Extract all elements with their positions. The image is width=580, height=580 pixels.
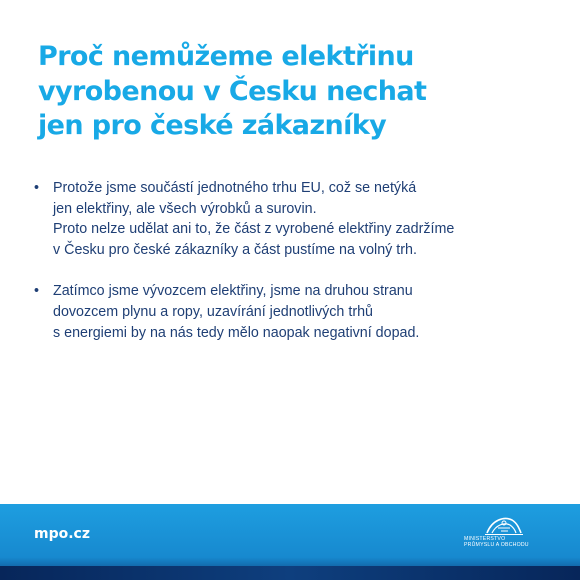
bullet-list — [34, 178, 554, 364]
bullet-text-line: jen elektřiny, ale všech výrobků a surovin. — [53, 200, 317, 217]
bullet-item — [34, 178, 554, 260]
bullet-item — [34, 281, 554, 343]
title-line: jen pro české zákazníky — [38, 110, 387, 141]
ministry-logo[interactable] — [464, 514, 544, 558]
logo-text-line: MINISTERSTVO — [464, 536, 506, 542]
ministry-emblem-icon — [484, 514, 524, 536]
bullet-text-line: s energiemi by na nás tedy mělo naopak negativní dopad. — [53, 324, 420, 341]
title-line: vyrobenou v Česku nechat — [38, 75, 427, 107]
page-title — [38, 40, 558, 144]
footer-bottom-bar — [0, 566, 580, 580]
site-link[interactable]: mpo.cz — [34, 526, 90, 542]
bullet-text-line: Protože jsme součástí jednotného trhu EU, což se netýká — [53, 180, 417, 196]
logo-text-line: PRŮMYSLU A OBCHODU — [464, 542, 529, 548]
title-line: Proč nemůžeme elektřinu — [38, 41, 414, 72]
bullet-text-line: dovozcem plynu a ropy, uzavírání jednotlivých trhů — [53, 303, 373, 320]
bullet-text-line: v Česku pro české zákazníky a část pustíme na volný trh. — [53, 241, 417, 258]
bullet-marker: • — [34, 180, 40, 196]
logo-text — [464, 536, 544, 548]
bullet-text-line: Zatímco jsme vývozcem elektřiny, jsme na druhou stranu — [53, 283, 413, 300]
bullet-text-line: Proto nelze udělat ani to, že část z vyrobené elektřiny zadržíme — [53, 221, 455, 238]
bullet-marker: • — [34, 283, 40, 300]
footer-band — [0, 504, 580, 580]
